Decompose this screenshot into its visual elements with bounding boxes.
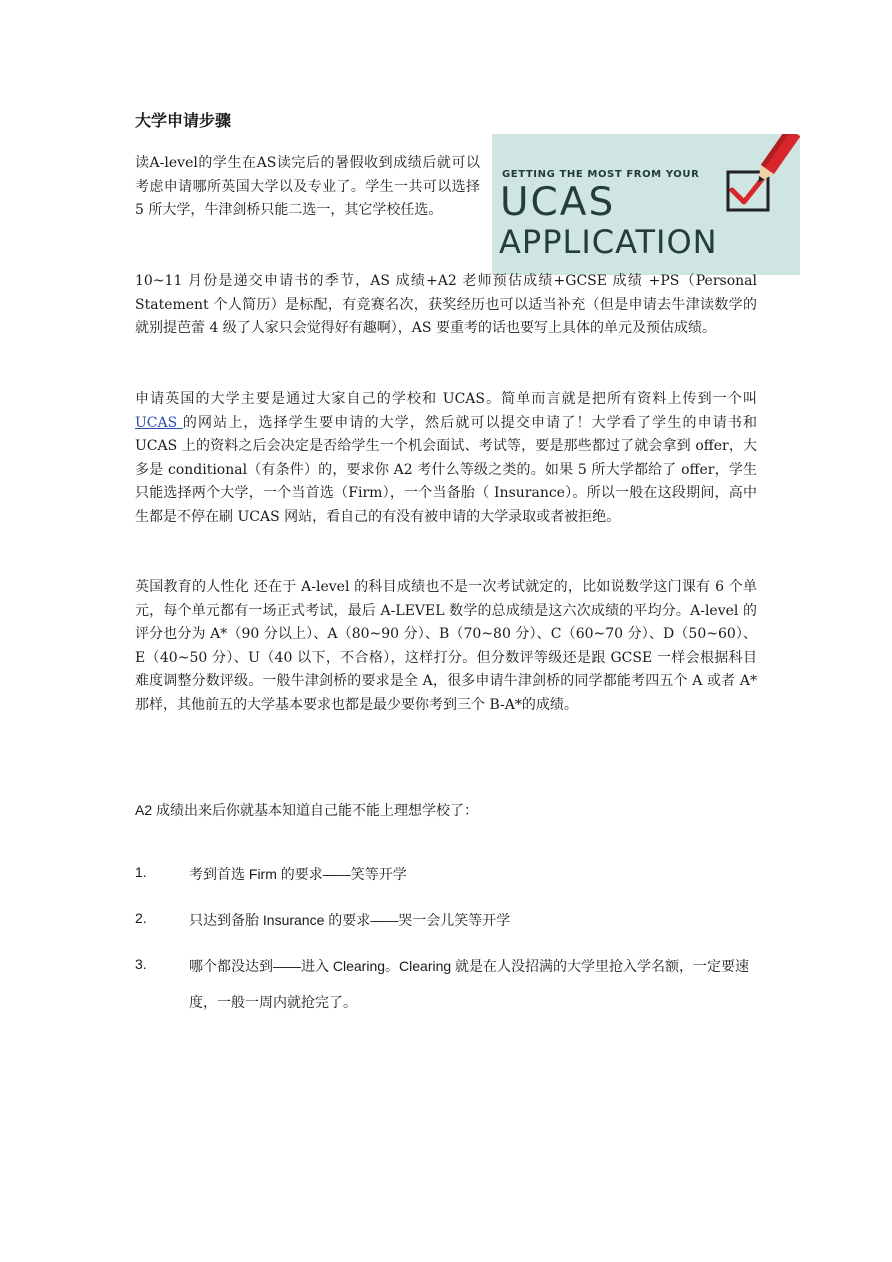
list-number: 3. <box>135 956 147 972</box>
list-text: 只达到备胎 Insurance 的要求——哭一会儿笑等开学 <box>189 912 511 928</box>
ucas-text-before: 申请英国的大学主要是通过大家自己的学校和 UCAS。简单而言就是把所有资料上传到一个叫 <box>135 391 757 407</box>
banner-line-3: APPLICATION <box>499 223 718 261</box>
list-number: 1. <box>135 864 147 880</box>
page-title: 大学申请步骤 <box>135 111 232 130</box>
banner-line-2: UCAS <box>500 180 616 225</box>
paragraph-application-season: 10~11 月份是递交申请书的季节，AS 成绩+A2 老师预估成绩+GCSE 成绩 +PS（Personal Statement 个人简历）是标配，有竞赛名次，获奖经历也可以适当补充（但是申请去牛津读数学的就别提芭蕾 4 级了人家只会觉得好有趣啊），AS 要重考的话也要写上具体的单元及预估成绩。 <box>135 273 757 336</box>
pencil-checkbox-icon <box>720 134 800 244</box>
ucas-text-after: 的网站上，选择学生要申请的大学，然后就可以提交申请了！大学看了学生的申请书和 UCAS 上的资料之后会决定是否给学生一个机会面试、考试等，要是那些都过了就会拿到 offer，大多是 conditional（有条件）的，要求你 A2 考什么等级之类的。如果 5 所大学都给了 offer，学生只能选择两个大学，一个当首选（Firm），一个当备胎（ Insurance）。所以一般在这段期间，高中生都是不停在刷 UCAS 网站，看自己的有没有被申请的大学录取或者被拒绝。 <box>135 414 757 525</box>
ucas-link[interactable]: UCAS <box>135 414 183 431</box>
list-number: 2. <box>135 910 147 926</box>
ucas-application-banner <box>492 134 800 275</box>
a2-results-line: A2 成绩出来后你就基本知道自己能不能上理想学校了： <box>135 802 479 818</box>
list-text: 哪个都没达到——进入 Clearing。Clearing 就是在人没招满的大学里抢入学名额，一定要速度，一般一周内就抢完了。 <box>189 958 750 1010</box>
banner-line-1: GETTING THE MOST FROM YOUR <box>502 169 700 180</box>
intro-paragraph: 读A-level的学生在AS读完后的暑假收到成绩后就可以考虑申请哪所英国大学以及专业了。学生一共可以选择 5 所大学，牛津剑桥只能二选一，其它学校任选。 <box>135 155 480 218</box>
list-text: 考到首选 Firm 的要求——笑等开学 <box>189 866 407 882</box>
paragraph-ucas-process <box>135 388 757 529</box>
paragraph-a-level-grading: 英国教育的人性化 还在于 A-level 的科目成绩也不是一次考试就定的，比如说数学这门课有 6 个单元，每个单元都有一场正式考试，最后 A-LEVEL 数学的总成绩是这六次成绩的平均分。A-level 的评分也分为 A*（90 分以上）、A（80~90 分）、B（70~80 分）、C（60~70 分）、D（50~60）、E（40~50 分）、U（40 以下，不合格），这样打分。但分数评等级还是跟 GCSE 一样会根据科目难度调整分数评级。一般牛津剑桥的要求是全 A，很多申请牛津剑桥的同学都能考四五个 A 或者 A*那样，其他前五的大学基本要求也都是最少要你考到三个 B-A*的成绩。 <box>135 579 757 713</box>
